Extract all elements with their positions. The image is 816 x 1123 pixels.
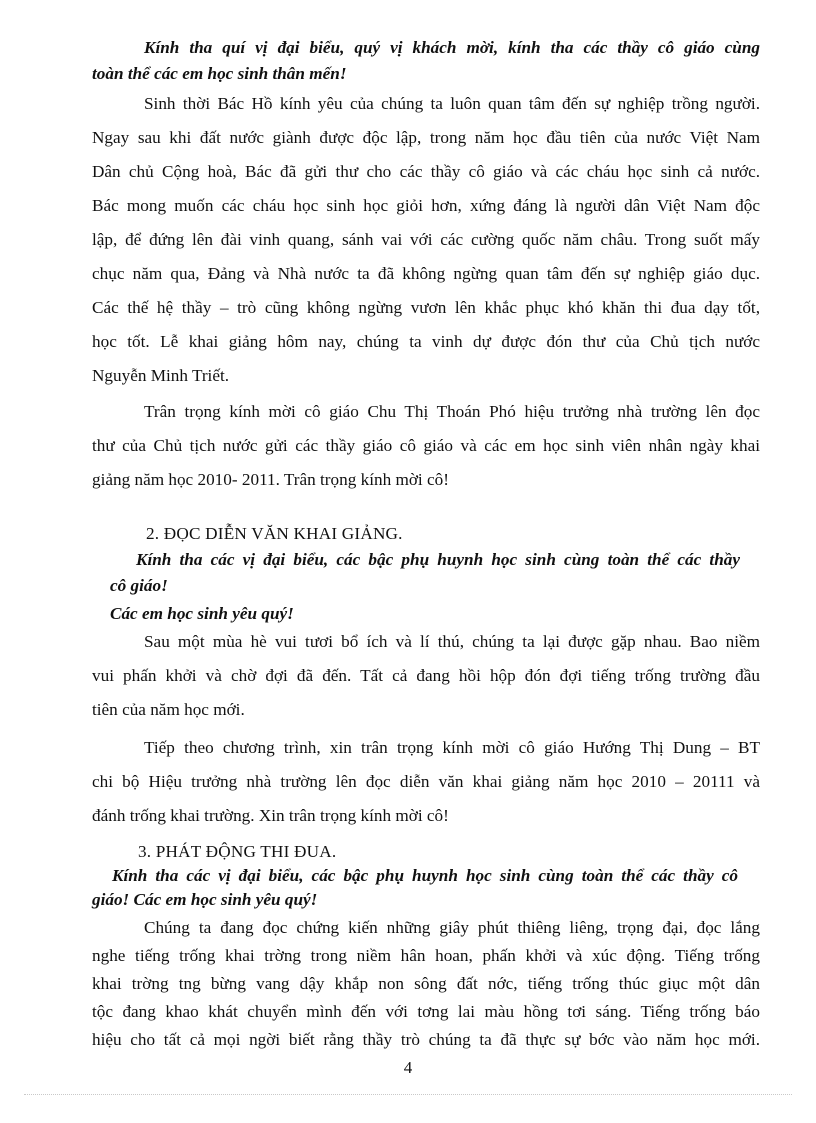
intro-para1-line: Nguyễn Minh Triết. [92, 366, 230, 385]
intro-para1-line: Sinh thời Bác Hồ kính yêu của chúng ta luôn quan tâm đến sự nghiệp trồng người. [144, 94, 760, 113]
intro-para2-line: thư của Chủ tịch nước gửi các thầy giáo cô giáo và các em học sinh viên nhân ngày khai [92, 436, 760, 455]
footer-divider [24, 1094, 792, 1095]
section-3-greeting-line-2: giáo! Các em học sinh yêu quý! [92, 890, 318, 909]
section-3-greeting-line-1: Kính tha các vị đại biểu, các bậc phụ huynh học sinh cùng toàn thể các thầy cô [112, 866, 738, 885]
section-2-greeting-line-2: cô giáo! [110, 576, 168, 595]
section-2-para2-line: chi bộ Hiệu trưởng nhà trường lên đọc diễn văn khai giảng năm học 2010 – 20111 và [92, 772, 760, 791]
intro-para1-line: Bác mong muốn các cháu học sinh học giỏi hơn, xứng đáng là người dân Việt Nam độc [92, 196, 760, 215]
intro-para1-line: Dân chủ Cộng hoà, Bác đã gửi thư cho các thầy cô giáo và các cháu học sinh cả nước. [92, 162, 760, 181]
intro-greeting-line-1: Kính tha quí vị đại biểu, quý vị khách mời, kính tha các thầy cô giáo cùng [144, 38, 760, 57]
section-3-para1-line: khai trờng tng bừng vang dậy khắp non sông đất nớc, tiếng trống thúc giục một dân [92, 974, 760, 993]
intro-para1-line: Các thế hệ thầy – trò cũng không ngừng vươn lên khắc phục khó khăn thi đua dạy tốt, [92, 298, 760, 317]
section-2-heading: 2. ĐỌC DIỄN VĂN KHAI GIẢNG. [146, 524, 403, 543]
intro-greeting-line-2: toàn thể các em học sinh thân mến! [92, 64, 347, 83]
section-2-para2-line: Tiếp theo chương trình, xin trân trọng kính mời cô giáo Hướng Thị Dung – BT [144, 738, 760, 757]
section-3-heading: 3. PHÁT ĐỘNG THI ĐUA. [138, 842, 337, 861]
section-2-para1-line: tiên của năm học mới. [92, 700, 245, 719]
section-2-para2-line: đánh trống khai trường. Xin trân trọng kính mời cô! [92, 806, 449, 825]
intro-para1-line: lập, để đứng lên đài vinh quang, sánh vai với các cường quốc năm châu. Trong suốt mấy [92, 230, 760, 249]
intro-para2-line: giảng năm học 2010- 2011. Trân trọng kính mời cô! [92, 470, 449, 489]
section-2-greeting-line-3: Các em học sinh yêu quý! [110, 604, 294, 623]
page-number: 4 [403, 1058, 413, 1077]
section-3-para1-line: tộc đang khao khát chuyển mình đến với tơng lai màu hồng tơi sáng. Tiếng trống báo [92, 1002, 760, 1021]
section-3-para1-line: hiệu cho tất cả mọi ngời biết rằng thầy trò chúng ta đã thực sự bớc vào năm học mới. [92, 1030, 760, 1049]
section-3-para1-line: Chúng ta đang đọc chứng kiến những giây phút thiêng liêng, trọng đại, đọc lắng [144, 918, 760, 937]
intro-para1-line: học tốt. Lễ khai giảng hôm nay, chúng ta vinh dự được đón thư của Chủ tịch nước [92, 332, 760, 351]
section-2-para1-line: vui phấn khởi và chờ đợi đã đến. Tất cả đang hồi hộp đón đợi tiếng trống trường đầu [92, 666, 760, 685]
section-3-para1-line: nghe tiếng trống khai trờng trong niềm hân hoan, phấn khởi và xúc động. Tiếng trống [92, 946, 760, 965]
intro-para1-line: chục năm qua, Đảng và Nhà nước ta đã không ngừng quan tâm đến sự nghiệp giáo dục. [92, 264, 760, 283]
intro-para1-line: Ngay sau khi đất nước giành được độc lập, trong năm học đầu tiên của nước Việt Nam [92, 128, 760, 147]
section-2-greeting-line-1: Kính tha các vị đại biểu, các bậc phụ huynh học sinh cùng toàn thể các thầy [136, 550, 740, 569]
intro-para2-line: Trân trọng kính mời cô giáo Chu Thị Thoán Phó hiệu trưởng nhà trường lên đọc [144, 402, 760, 421]
section-2-para1-line: Sau một mùa hè vui tươi bổ ích và lí thú, chúng ta lại được gặp nhau. Bao niềm [144, 632, 760, 651]
